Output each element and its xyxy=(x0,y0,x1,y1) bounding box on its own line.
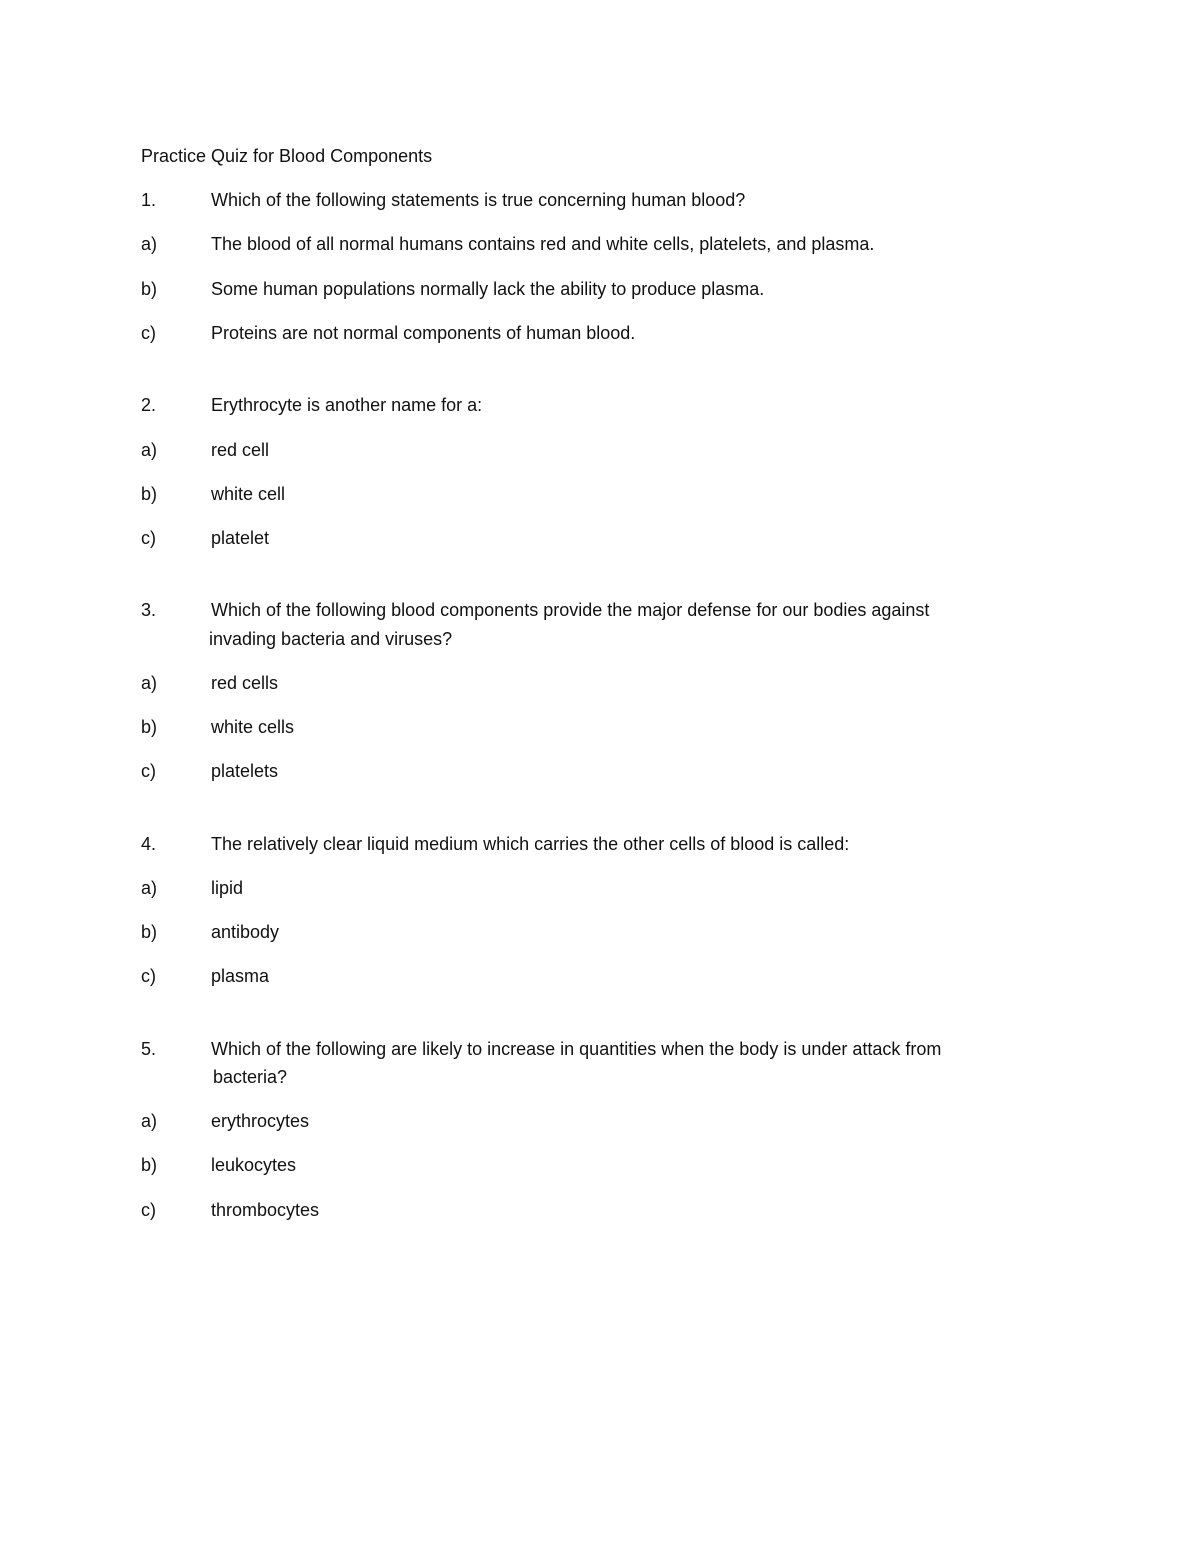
option-text: platelets xyxy=(211,761,279,781)
option-text: erythrocytes xyxy=(211,1111,310,1131)
question-number: 5. xyxy=(141,1039,157,1059)
question-number: 2. xyxy=(141,395,157,415)
option-letter: b) xyxy=(141,922,158,942)
option-text: Proteins are not normal components of human blood. xyxy=(211,323,636,343)
question-text: Which of the following statements is true concerning human blood? xyxy=(211,190,746,210)
question-number: 1. xyxy=(141,190,157,210)
option-letter: a) xyxy=(141,1111,158,1131)
option-letter: c) xyxy=(141,323,156,343)
option-letter: a) xyxy=(141,440,158,460)
option-text: thrombocytes xyxy=(211,1200,320,1220)
option-text: platelet xyxy=(211,528,270,548)
option-text: The blood of all normal humans contains red and white cells, platelets, and plasma. xyxy=(211,234,875,254)
question-text: The relatively clear liquid medium which carries the other cells of blood is called: xyxy=(211,834,850,854)
page-title: Practice Quiz for Blood Components xyxy=(141,146,433,166)
option-text: red cell xyxy=(211,440,270,460)
option-text: Some human populations normally lack the ability to produce plasma. xyxy=(211,279,765,299)
option-text: leukocytes xyxy=(211,1155,297,1175)
option-letter: c) xyxy=(141,761,156,781)
question-text: Which of the following are likely to increase in quantities when the body is under attack from xyxy=(211,1039,942,1059)
option-text: plasma xyxy=(211,966,270,986)
option-letter: a) xyxy=(141,673,158,693)
option-letter: a) xyxy=(141,878,158,898)
question-text-continued: invading bacteria and viruses? xyxy=(209,629,453,649)
option-letter: c) xyxy=(141,528,156,548)
option-letter: b) xyxy=(141,279,158,299)
option-letter: b) xyxy=(141,1155,158,1175)
question-number: 4. xyxy=(141,834,157,854)
option-letter: c) xyxy=(141,966,156,986)
option-text: lipid xyxy=(211,878,244,898)
question-text: Which of the following blood components provide the major defense for our bodies against xyxy=(211,600,930,620)
question-text: Erythrocyte is another name for a: xyxy=(211,395,483,415)
option-text: red cells xyxy=(211,673,279,693)
option-text: white cell xyxy=(211,484,286,504)
option-letter: b) xyxy=(141,717,158,737)
option-letter: a) xyxy=(141,234,158,254)
option-text: white cells xyxy=(211,717,295,737)
question-number: 3. xyxy=(141,600,157,620)
option-letter: c) xyxy=(141,1200,156,1220)
option-text: antibody xyxy=(211,922,280,942)
question-text-continued: bacteria? xyxy=(213,1067,288,1087)
option-letter: b) xyxy=(141,484,158,504)
